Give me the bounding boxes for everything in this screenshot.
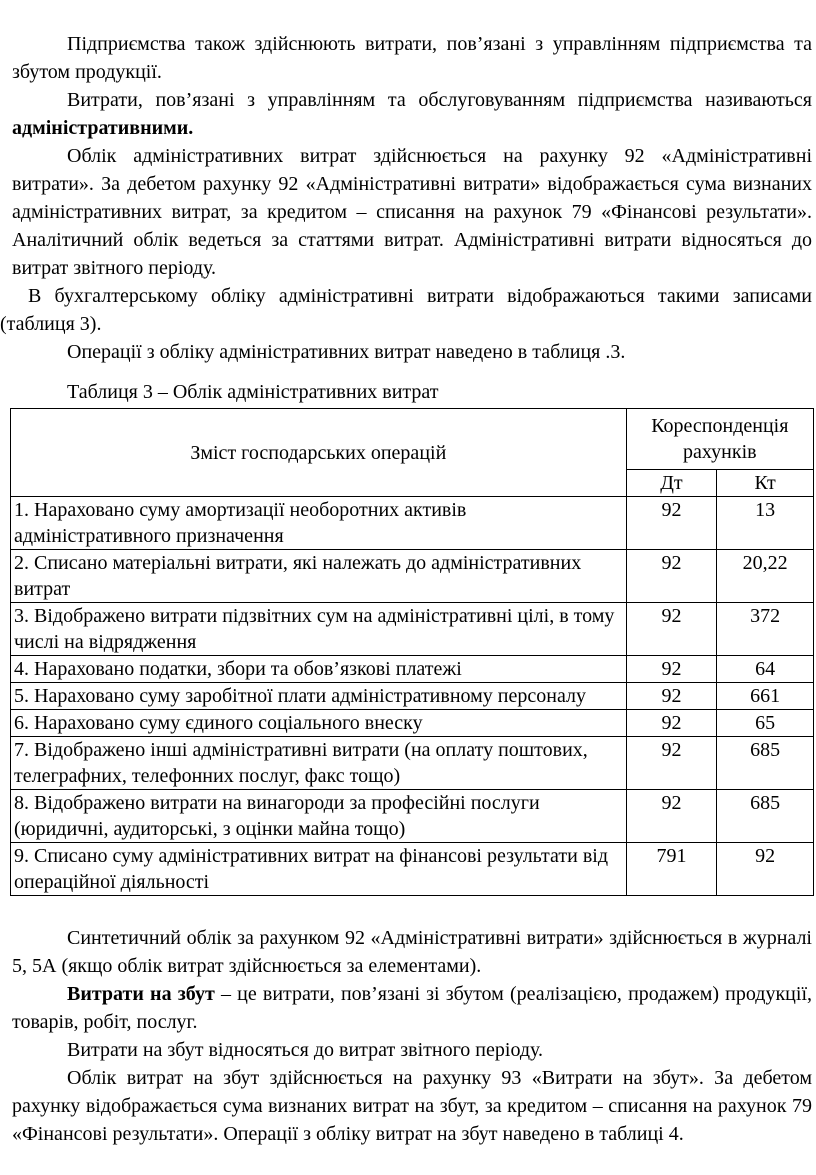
admin-expenses-table (10, 408, 814, 896)
document-page (0, 30, 812, 1148)
table-row (11, 603, 814, 656)
row-kt: 661 (717, 683, 814, 710)
sales-definition-term: Витрати на збут (67, 983, 215, 1005)
row-dt: 92 (626, 790, 717, 843)
header-dt: Дт (626, 470, 717, 497)
row-operation: 4. Нараховано податки, збори та обов’язкові платежі (11, 656, 627, 683)
row-operation: 3. Відображено витрати підзвітних сум на адміністративні цілі, в тому числі на відрядження (11, 603, 627, 656)
paragraph-table-reference: Операції з обліку адміністративних витрат наведено в таблиця .3. (67, 341, 626, 363)
row-kt: 685 (717, 790, 814, 843)
row-operation: 9. Списано суму адміністративних витрат на фінансові результати від операційної діяльності (11, 843, 627, 896)
table-caption: Таблиця 3 – Облік адміністративних витрат (67, 381, 439, 403)
row-dt: 791 (626, 843, 717, 896)
row-dt: 92 (626, 737, 717, 790)
row-operation: 5. Нараховано суму заробітної плати адміністративному персоналу (11, 683, 627, 710)
header-correspondence: Кореспонденція рахунків (626, 409, 813, 470)
table-row (11, 737, 814, 790)
row-dt: 92 (626, 656, 717, 683)
row-kt: 13 (717, 497, 814, 550)
header-content: Зміст господарських операцій (11, 409, 627, 497)
row-operation: 2. Списано матеріальні витрати, які належать до адміністративних витрат (11, 550, 627, 603)
table-header-row (11, 409, 814, 470)
row-dt: 92 (626, 603, 717, 656)
table-row (11, 683, 814, 710)
table-row (11, 843, 814, 896)
row-operation: 7. Відображено інші адміністративні витрати (на оплату поштових, телеграфних, телефонних послуг, факс тощо) (11, 737, 627, 790)
paragraph-sales-definition (12, 980, 812, 1036)
paragraph-admin-definition (12, 86, 812, 142)
row-operation: 6. Нараховано суму єдиного соціального внеску (11, 710, 627, 737)
paragraph-synthetic-accounting: Синтетичний облік за рахунком 92 «Адміністративні витрати» здійснюється в журналі 5, 5А (якщо облік витрат здійснюється за елементами). (12, 927, 812, 977)
row-kt: 20,22 (717, 550, 814, 603)
admin-definition-text: Витрати, пов’язані з управлінням та обслуговуванням підприємства називаються (67, 89, 812, 111)
table-row (11, 656, 814, 683)
paragraph-admin-accounting: Облік адміністративних витрат здійснюється на рахунку 92 «Адміністративні витрати». За дебетом рахунку 92 «Адміністративні витрати» відображається сума визнаних адміністративних витрат, за кредитом – списання на рахунок 79 «Фінансові результати». Аналітичний облік ведеться за статтями витрат. Адміністративні витрати відносяться до витрат звітного періоду. (12, 145, 812, 279)
row-dt: 92 (626, 550, 717, 603)
paragraph-sales-accounting: Облік витрат на збут здійснюється на рахунку 93 «Витрати на збут». За дебетом рахунку відображається сума визнаних витрат на збут, за кредитом – списання на рахунок 79 «Фінансові результати». Операції з обліку витрат на збут наведено в таблиці 4. (12, 1067, 812, 1145)
paragraph-sales-period: Витрати на збут відносяться до витрат звітного періоду. (67, 1039, 544, 1061)
row-kt: 685 (717, 737, 814, 790)
row-operation: 1. Нараховано суму амортизації необоротних активів адміністративного призначення (11, 497, 627, 550)
row-operation: 8. Відображено витрати на винагороди за професійні послуги (юридичні, аудиторські, з оцінки майна тощо) (11, 790, 627, 843)
row-kt: 92 (717, 843, 814, 896)
paragraph-intro: Підприємства також здійснюють витрати, пов’язані з управлінням підприємства та збутом продукції. (12, 33, 812, 83)
paragraph-admin-entries: В бухгалтерському обліку адміністративні витрати відображаються такими записами (таблиця 3). (0, 285, 812, 335)
row-kt: 372 (717, 603, 814, 656)
row-dt: 92 (626, 497, 717, 550)
admin-definition-term: адміністративними. (12, 117, 194, 139)
header-kt: Кт (717, 470, 814, 497)
sales-definition-text: – це витрати, пов’язані зі збутом (реалізацією, продажем) продукції, товарів, робіт, послуг. (12, 983, 812, 1033)
row-kt: 64 (717, 656, 814, 683)
table-row (11, 550, 814, 603)
table-row (11, 710, 814, 737)
table-row (11, 790, 814, 843)
row-kt: 65 (717, 710, 814, 737)
row-dt: 92 (626, 710, 717, 737)
row-dt: 92 (626, 683, 717, 710)
table-row (11, 497, 814, 550)
